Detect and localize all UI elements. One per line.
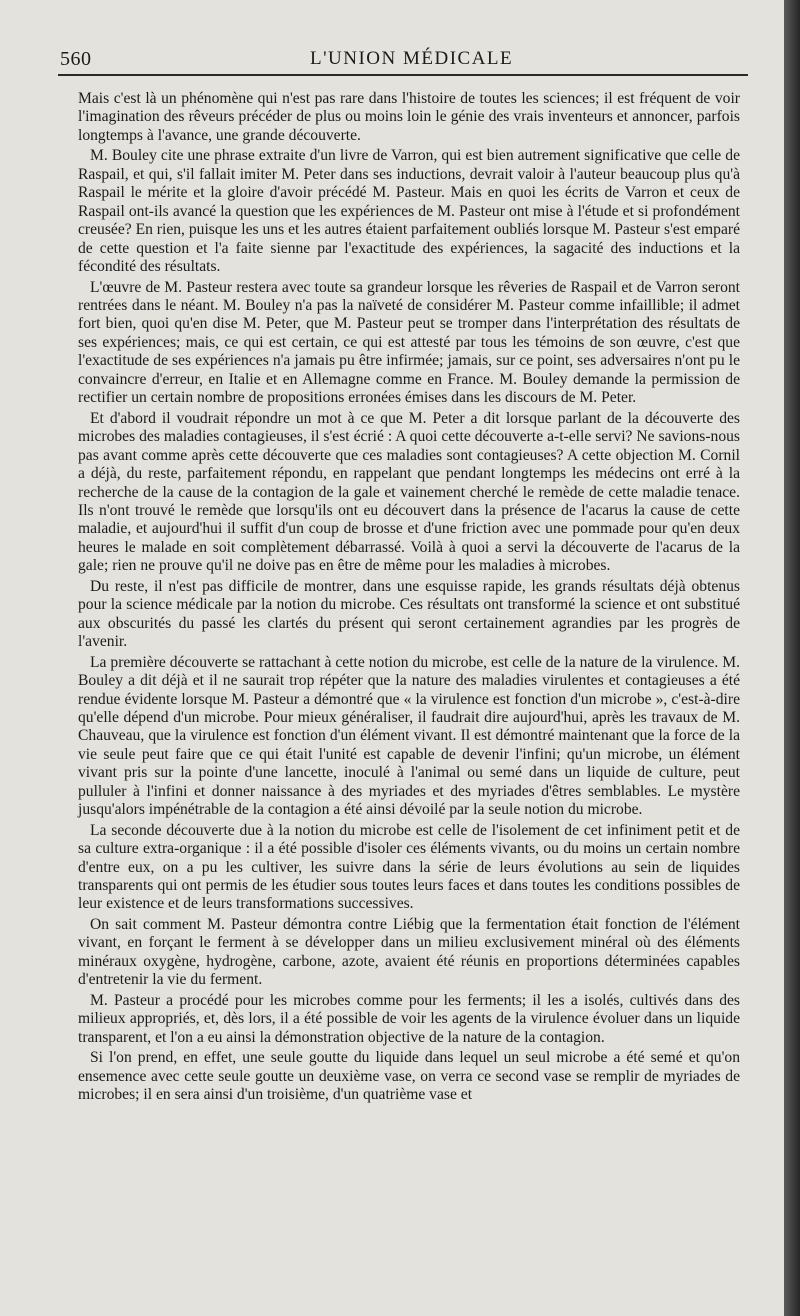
page-header: [60, 44, 740, 74]
paragraph: Si l'on prend, en effet, une seule goutte du liquide dans lequel un seul microbe a été semé et qu'on ensemence avec cette seule goutte un deuxième vase, on verra ce second vase se remplir de myriades de microbes; il en sera ainsi d'un troisième, d'un quatrième vase et: [78, 1049, 740, 1104]
running-title: L'UNION MÉDICALE: [310, 48, 514, 69]
paragraph: La seconde découverte due à la notion du microbe est celle de l'isolement de cet infiniment petit et de sa culture extra-organique : il a été possible d'isoler ces éléments vivants, ou du moins un certain nombre d'entre eux, on a pu les cultiver, les suivre dans la série de leurs évolutions au sein de liquides transparents qui ont permis de les étudier sous toutes leurs faces et dans toutes les conditions possibles de leur existence et de leurs transformations successives.: [78, 821, 740, 913]
header-rule: [58, 74, 748, 76]
paragraph: M. Pasteur a procédé pour les microbes comme pour les ferments; il les a isolés, cultivés dans des milieux appropriés, et, dès lors, il a été possible de voir les agents de la virulence évoluer dans un liquide transparent, et l'on a eu ainsi la démonstration objective de la nature de la contagion.: [78, 991, 740, 1046]
book-binding-edge: [784, 0, 800, 1316]
body-text: [78, 90, 740, 1106]
paragraph: Du reste, il n'est pas difficile de montrer, dans une esquisse rapide, les grands résultats déjà obtenus pour la science médicale par la notion du microbe. Ces résultats ont transformé la science et ont substitué aux obscurités du passé les clartés du présent qui seront certainement agrandies par les progrès de l'avenir.: [78, 577, 740, 651]
paragraph: Mais c'est là un phénomène qui n'est pas rare dans l'histoire de toutes les sciences; il est fréquent de voir l'imagination des rêveurs précéder de plus ou moins loin le génie des vrais inventeurs et annoncer, parfois longtemps à l'avance, une grande découverte.: [78, 90, 740, 144]
paragraph: On sait comment M. Pasteur démontra contre Liébig que la fermentation était fonction de l'élément vivant, en forçant le ferment à se développer dans un milieu exclusivement minéral où des éléments minéraux oxygène, hydrogène, carbone, azote, avaient été réunis en proportions déterminées capables d'entretenir la vie du ferment.: [78, 915, 740, 989]
paragraph: L'œuvre de M. Pasteur restera avec toute sa grandeur lorsque les rêveries de Raspail et de Varron seront rentrées dans le néant. M. Bouley n'a pas la naïveté de considérer M. Pasteur comme infaillible; il admet fort bien, quoi qu'en dise M. Peter, que M. Pasteur peut se tromper dans l'interprétation des résultats de ses expériences; mais, ce qui est certain, ce qui est attesté par tous les témoins de son œuvre, c'est que l'exactitude de ses expériences n'a jamais pu être infirmée; jamais, sur ce point, ses adversaires n'ont pu le convaincre d'erreur, en Italie et en Allemagne comme en France. M. Bouley demande la permission de rectifier un certain nombre de propositions erronées émises dans les discours de M. Peter.: [78, 278, 740, 407]
paragraph: Et d'abord il voudrait répondre un mot à ce que M. Peter a dit lorsque parlant de la découverte des microbes des maladies contagieuses, il s'est écrié : A quoi cette découverte a-t-elle servi? Ne savions-nous pas avant comme après cette découverte que ces maladies sont contagieuses? A cette objection M. Cornil a déjà, du reste, parfaitement répondu, en rappelant que pendant longtemps les médecins ont erré à la recherche de la cause de la contagion de la gale et vainement cherché le remède de cette maladie tenace. Ils n'ont trouvé le remède que lorsqu'ils ont eu découvert dans la présence de l'acarus la cause de cette maladie, et aujourd'hui il suffit d'un coup de brosse et d'une friction avec une pommade pour qu'en deux heures le malade en soit complètement débarrassé. Voilà à quoi a servi la découverte de l'acarus de la gale; rien ne prouve qu'il ne doive pas en être de même pour les maladies à microbes.: [78, 409, 740, 575]
paragraph: La première découverte se rattachant à cette notion du microbe, est celle de la nature de la virulence. M. Bouley a dit déjà et il ne saurait trop répéter que la nature des maladies virulentes et contagieuses a été rendue évidente lorsque M. Pasteur a démontré que « la virulence est fonction d'un microbe », c'est-à-dire qu'elle dépend d'un microbe. Pour mieux généraliser, il faudrait dire aujourd'hui, après les travaux de M. Chauveau, que la virulence est fonction d'un élément vivant. Il est démontré maintenant que la force de la vie seule peut faire que ce qui était l'unité est capable de devenir l'infini; qu'un microbe, un élément vivant pris sur la pointe d'une lancette, inoculé à l'animal ou semé dans un liquide de culture, peut pulluler à l'infini et donner naissance à des myriades et des myriades d'êtres semblables. Le mystère jusqu'alors impénétrable de la contagion a été ainsi dévoilé par la seule notion du microbe.: [78, 653, 740, 819]
paragraph: M. Bouley cite une phrase extraite d'un livre de Varron, qui est bien autrement significative que celle de Raspail, et qui, s'il fallait imiter M. Peter dans ses inductions, devrait valoir à l'auteur beaucoup plus qu'à Raspail le mérite et la gloire d'avoir précédé M. Pasteur. Mais en quoi les écrits de Varron et ceux de Raspail ont-ils avancé la question que les expériences de M. Pasteur ont mise à l'étude et si profondément creusée? En rien, puisque les uns et les autres étaient parfaitement oubliés lorsque M. Pasteur s'est emparé de cette question et l'a faite sienne par l'exactitude des expériences, la sagacité des inductions et la fécondité des résultats.: [78, 147, 740, 276]
page-number: 560: [60, 48, 92, 70]
